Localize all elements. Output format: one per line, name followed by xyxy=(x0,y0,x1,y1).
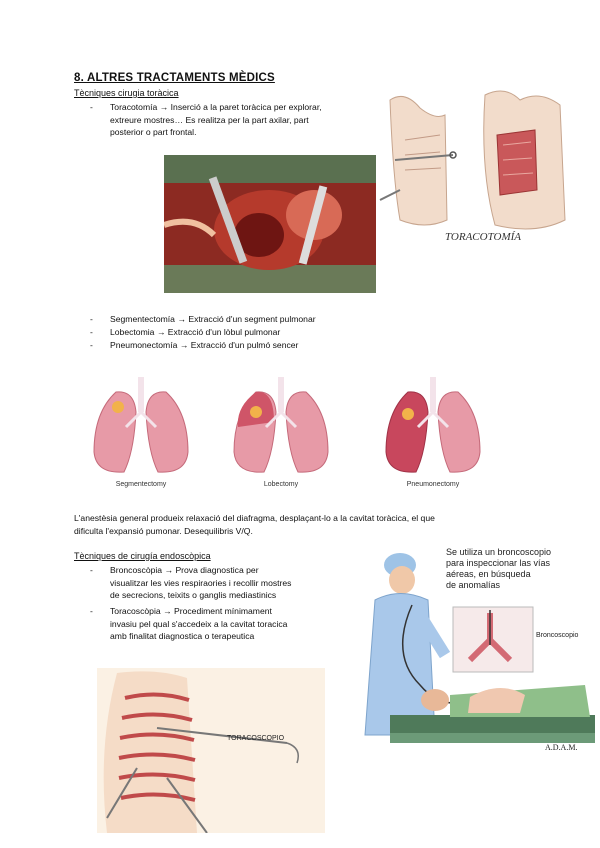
toracoscopio-label: TORACOSCOPIO xyxy=(227,735,285,742)
bullet-lobectomia xyxy=(90,326,281,339)
text-line: Pneumonectomía → Extracció d'un pulmó sencer xyxy=(110,340,299,350)
lung-caption-pneumonectomy: Pneumonectomy xyxy=(406,481,460,488)
page-title: 8. ALTRES TRACTAMENTS MÈDICS xyxy=(74,72,275,84)
section-heading-endoscopic: Tècniques de cirugía endoscòpica xyxy=(74,551,211,561)
bronco-caption-line2: para inspeccionar las vías xyxy=(446,558,551,568)
bullet-dash: - xyxy=(90,606,93,616)
text-line: Segmentectomía → Extracció d'un segment pulmonar xyxy=(110,314,316,324)
lung-segmentectomy xyxy=(86,372,196,490)
bullet-toracotomia xyxy=(90,101,322,139)
bullet-segmentectomia xyxy=(90,313,316,326)
bullet-broncoscopia xyxy=(90,564,292,602)
lung-pneumonectomy xyxy=(378,372,488,490)
text-line: invasiu pel qual s'accedeix a la cavitat toracica xyxy=(110,618,288,629)
bullet-dash: - xyxy=(90,314,93,324)
lung-lobectomy xyxy=(226,372,336,490)
text-line: dificulta l'expansió pumonar. Desequilibris V/Q. xyxy=(74,525,253,536)
bullet-dash: - xyxy=(90,565,93,575)
toracotomia-illustration xyxy=(375,80,580,245)
text-line: Toracoscòpia → Procediment mínimament xyxy=(110,606,272,616)
lung-caption-lobectomy: Lobectomy xyxy=(263,481,299,488)
section-heading-thoracic: Tècniques cirugia toràcica xyxy=(74,88,179,98)
broncoscopio-label: Broncoscopio xyxy=(536,632,579,639)
text-line: Toracotomía → Inserció a la paret toràcica per explorar, xyxy=(110,102,322,112)
text-line: posterior o part frontal. xyxy=(110,127,197,137)
bronco-caption-line3: aéreas, en búsqueda xyxy=(446,569,531,579)
bullet-toracoscopia xyxy=(90,605,288,643)
bullet-pneumonectomia xyxy=(90,339,299,352)
text-line: visualitzar les vies respiraories i recollir mostres xyxy=(110,577,292,588)
text-line: Broncoscòpia → Prova diagnostica per xyxy=(110,565,259,575)
text-line: Lobectomia → Extracció d'un lòbul pulmonar xyxy=(110,327,281,337)
text-line: amb finalitat diagnostica o terapeutica xyxy=(110,631,255,641)
toracotomia-caption: TORACOTOMÍA xyxy=(445,231,521,243)
anesthesia-paragraph xyxy=(74,512,435,537)
toracoscopia-illustration xyxy=(97,668,325,833)
adam-brand: A.D.A.M. xyxy=(545,743,578,752)
bullet-dash: - xyxy=(90,327,93,337)
bronco-caption-line1: Se utiliza un broncoscopio xyxy=(446,547,552,557)
bullet-dash: - xyxy=(90,102,93,112)
text-line: L'anestèsia general produeix relaxació del diafragma, desplaçant-lo a la cavitat toràcica, el que xyxy=(74,513,435,523)
bullet-dash: - xyxy=(90,340,93,350)
bronco-caption-line4: de anomalías xyxy=(446,580,501,590)
text-line: de secrecions, teixits o ganglis mediastinics xyxy=(110,590,277,600)
text-line: extreure mostres… Es realitza per la part axilar, part xyxy=(110,114,309,125)
broncoscopia-illustration xyxy=(350,545,595,755)
lung-caption-segmentectomy: Segmentectomy xyxy=(115,481,167,488)
surgery-photo xyxy=(164,155,376,293)
